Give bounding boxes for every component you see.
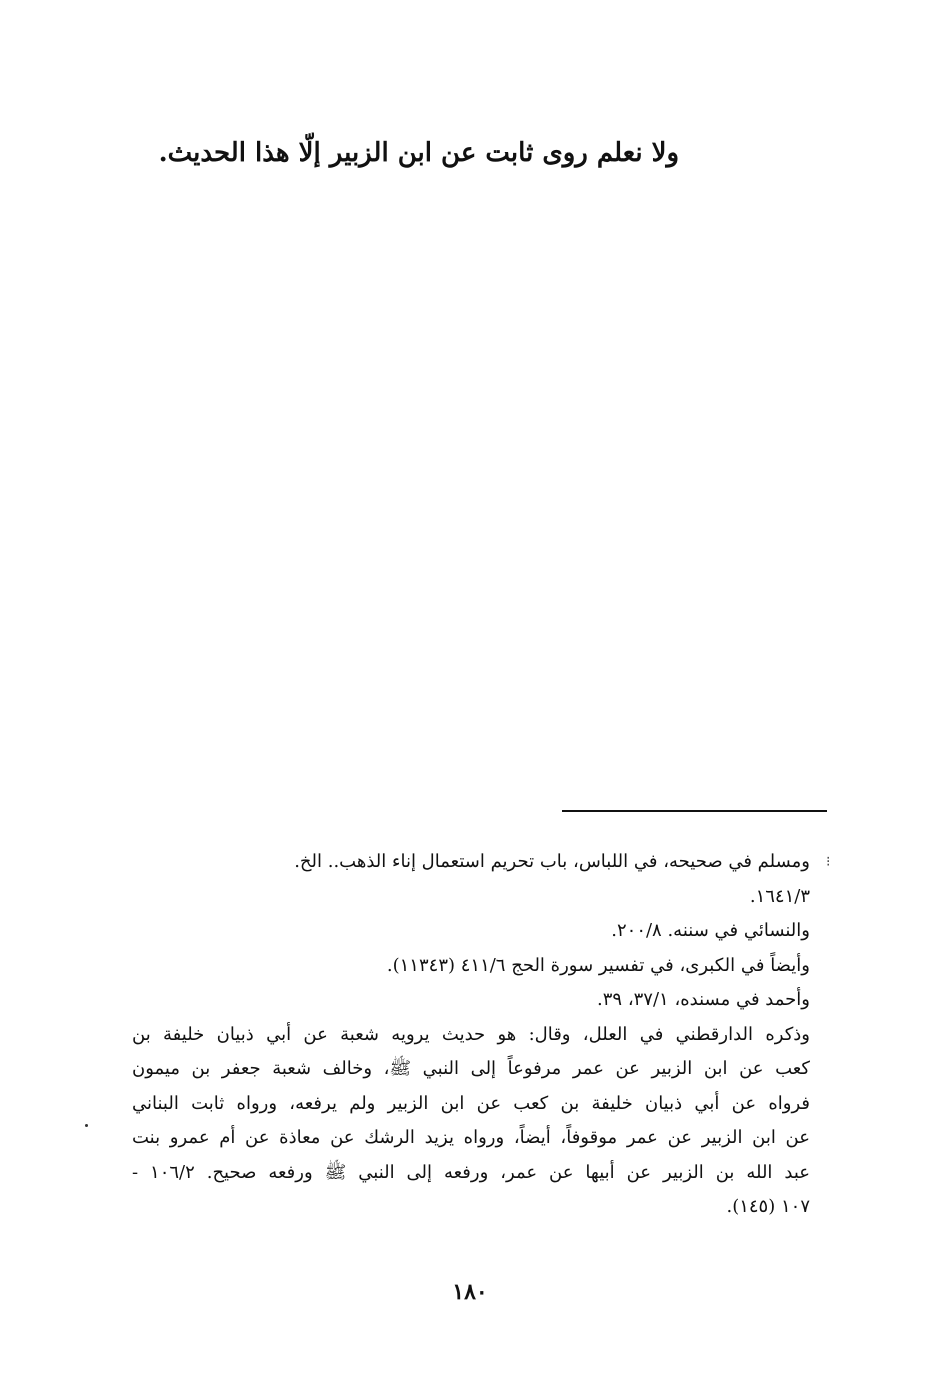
- footnote-line: فرواه عن أبي ذبيان خليفة بن كعب عن ابن الزبير ولم يرفعه، ورواه ثابت البناني: [132, 1092, 810, 1114]
- footnote-line: عن ابن الزبير عن عمر موقوفاً، أيضاً، ورواه يزيد الرشك عن معاذة عن أم عمرو بنت: [132, 1127, 810, 1148]
- footnote-line: والنسائي في سننه. ٢٠٠/٨.: [611, 920, 810, 941]
- footnote-separator: [562, 810, 827, 812]
- page-number: ١٨٠: [452, 1279, 488, 1305]
- footnote-line: وأحمد في مسنده، ٣٧/١، ٣٩.: [597, 989, 810, 1010]
- footnote-line: ومسلم في صحيحه، في اللباس، باب تحريم استعمال إناء الذهب.. الخ.: [294, 851, 810, 872]
- scan-speck: [85, 1124, 88, 1127]
- body-text: ولا نعلم روى ثابت عن ابن الزبير إلّا هذا الحديث.: [158, 138, 679, 168]
- footnotes: [132, 845, 810, 1225]
- footnote-line: وأيضاً في الكبرى، في تفسير سورة الحج ٤١١/٦ (١١٣٤٣).: [386, 954, 810, 976]
- footnote-line: عبد الله بن الزبير عن أبيها عن عمر، ورفعه إلى النبي ﷺ ورفعه صحيح. ١٠٦/٢ -: [132, 1161, 810, 1183]
- footnote-line: كعب عن ابن الزبير عن عمر مرفوعاً إلى النبي ﷺ، وخالف شعبة جعفر بن ميمون: [132, 1058, 810, 1079]
- footnote-line: وذكره الدارقطني في العلل، وقال: هو حديث يرويه شعبة عن أبي ذبيان خليفة بن: [132, 1023, 810, 1045]
- footnote-marker: ⁝: [826, 854, 831, 870]
- footnote-line: ١٦٤١/٣.: [749, 885, 810, 907]
- footnote-line: ١٠٧ (١٤٥).: [726, 1196, 810, 1217]
